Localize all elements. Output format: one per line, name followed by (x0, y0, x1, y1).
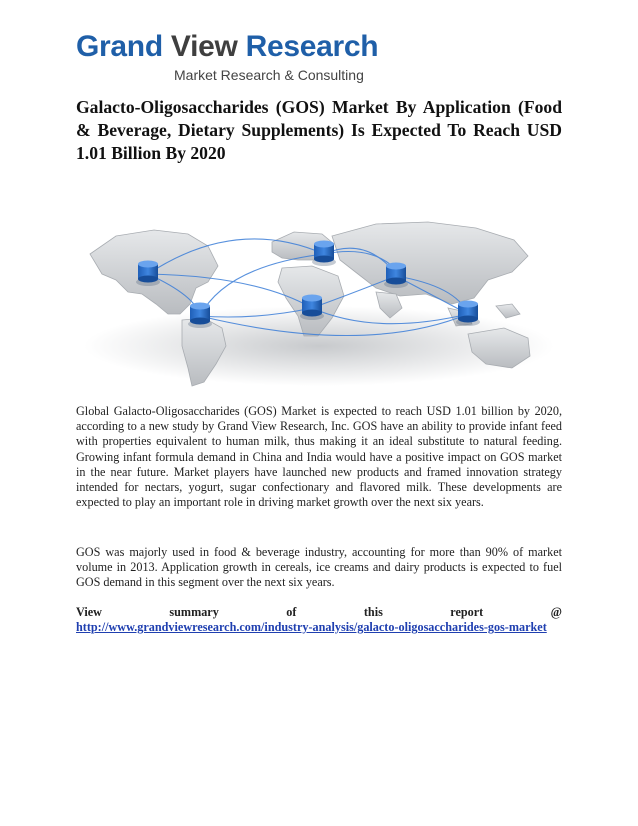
report-summary-line (76, 605, 562, 635)
logo-word-grand: Grand (76, 30, 163, 63)
database-node-icon (188, 303, 212, 329)
body-paragraph-1: Global Galacto-Oligosaccharides (GOS) Market is expected to reach USD 1.01 billion by 2020, according to a new study by Grand View Research, Inc. GOS have an ability to provide infant feed with properties equivalent to human milk, thus making it an ideal substitute to natural feeding. Growing infant formula demand in China and India would have a positive impact on GOS market in the near future. Market players have launched new products and framed innovation strategy intended for nectars, yogurt, sugar confectionary and flavored milk. These developments are expected to play an important role in driving market growth over the next six years. (76, 404, 562, 510)
world-network-map-image (76, 196, 562, 392)
report-summary-link[interactable]: http://www.grandviewresearch.com/industry-analysis/galacto-oligosaccharides-gos-market (76, 620, 547, 635)
summary-label: View summary of this report @ (76, 605, 562, 619)
body-paragraph-2: GOS was majorly used in food & beverage industry, accounting for more than 90% of market volume in 2013. Application growth in cereals, ice creams and dairy products is expected to fuel GOS demand in this segment over the next six years. (76, 545, 562, 590)
database-node-icon (456, 301, 480, 327)
logo-word-view: View (170, 30, 238, 63)
logo-tagline: Market Research & Consulting (174, 67, 364, 83)
database-node-icon (384, 263, 408, 289)
database-node-icon (136, 261, 160, 287)
database-node-icon (312, 241, 336, 267)
logo-word-research: Research (245, 30, 379, 63)
database-node-icon (300, 295, 324, 321)
logo-wordmark (76, 30, 378, 64)
document-title: Galacto-Oligosaccharides (GOS) Market By Application (Food & Beverage, Dietary Supplements) Is Expected To Reach USD 1.01 Billion By 2020 (76, 97, 562, 163)
company-logo (76, 30, 386, 86)
